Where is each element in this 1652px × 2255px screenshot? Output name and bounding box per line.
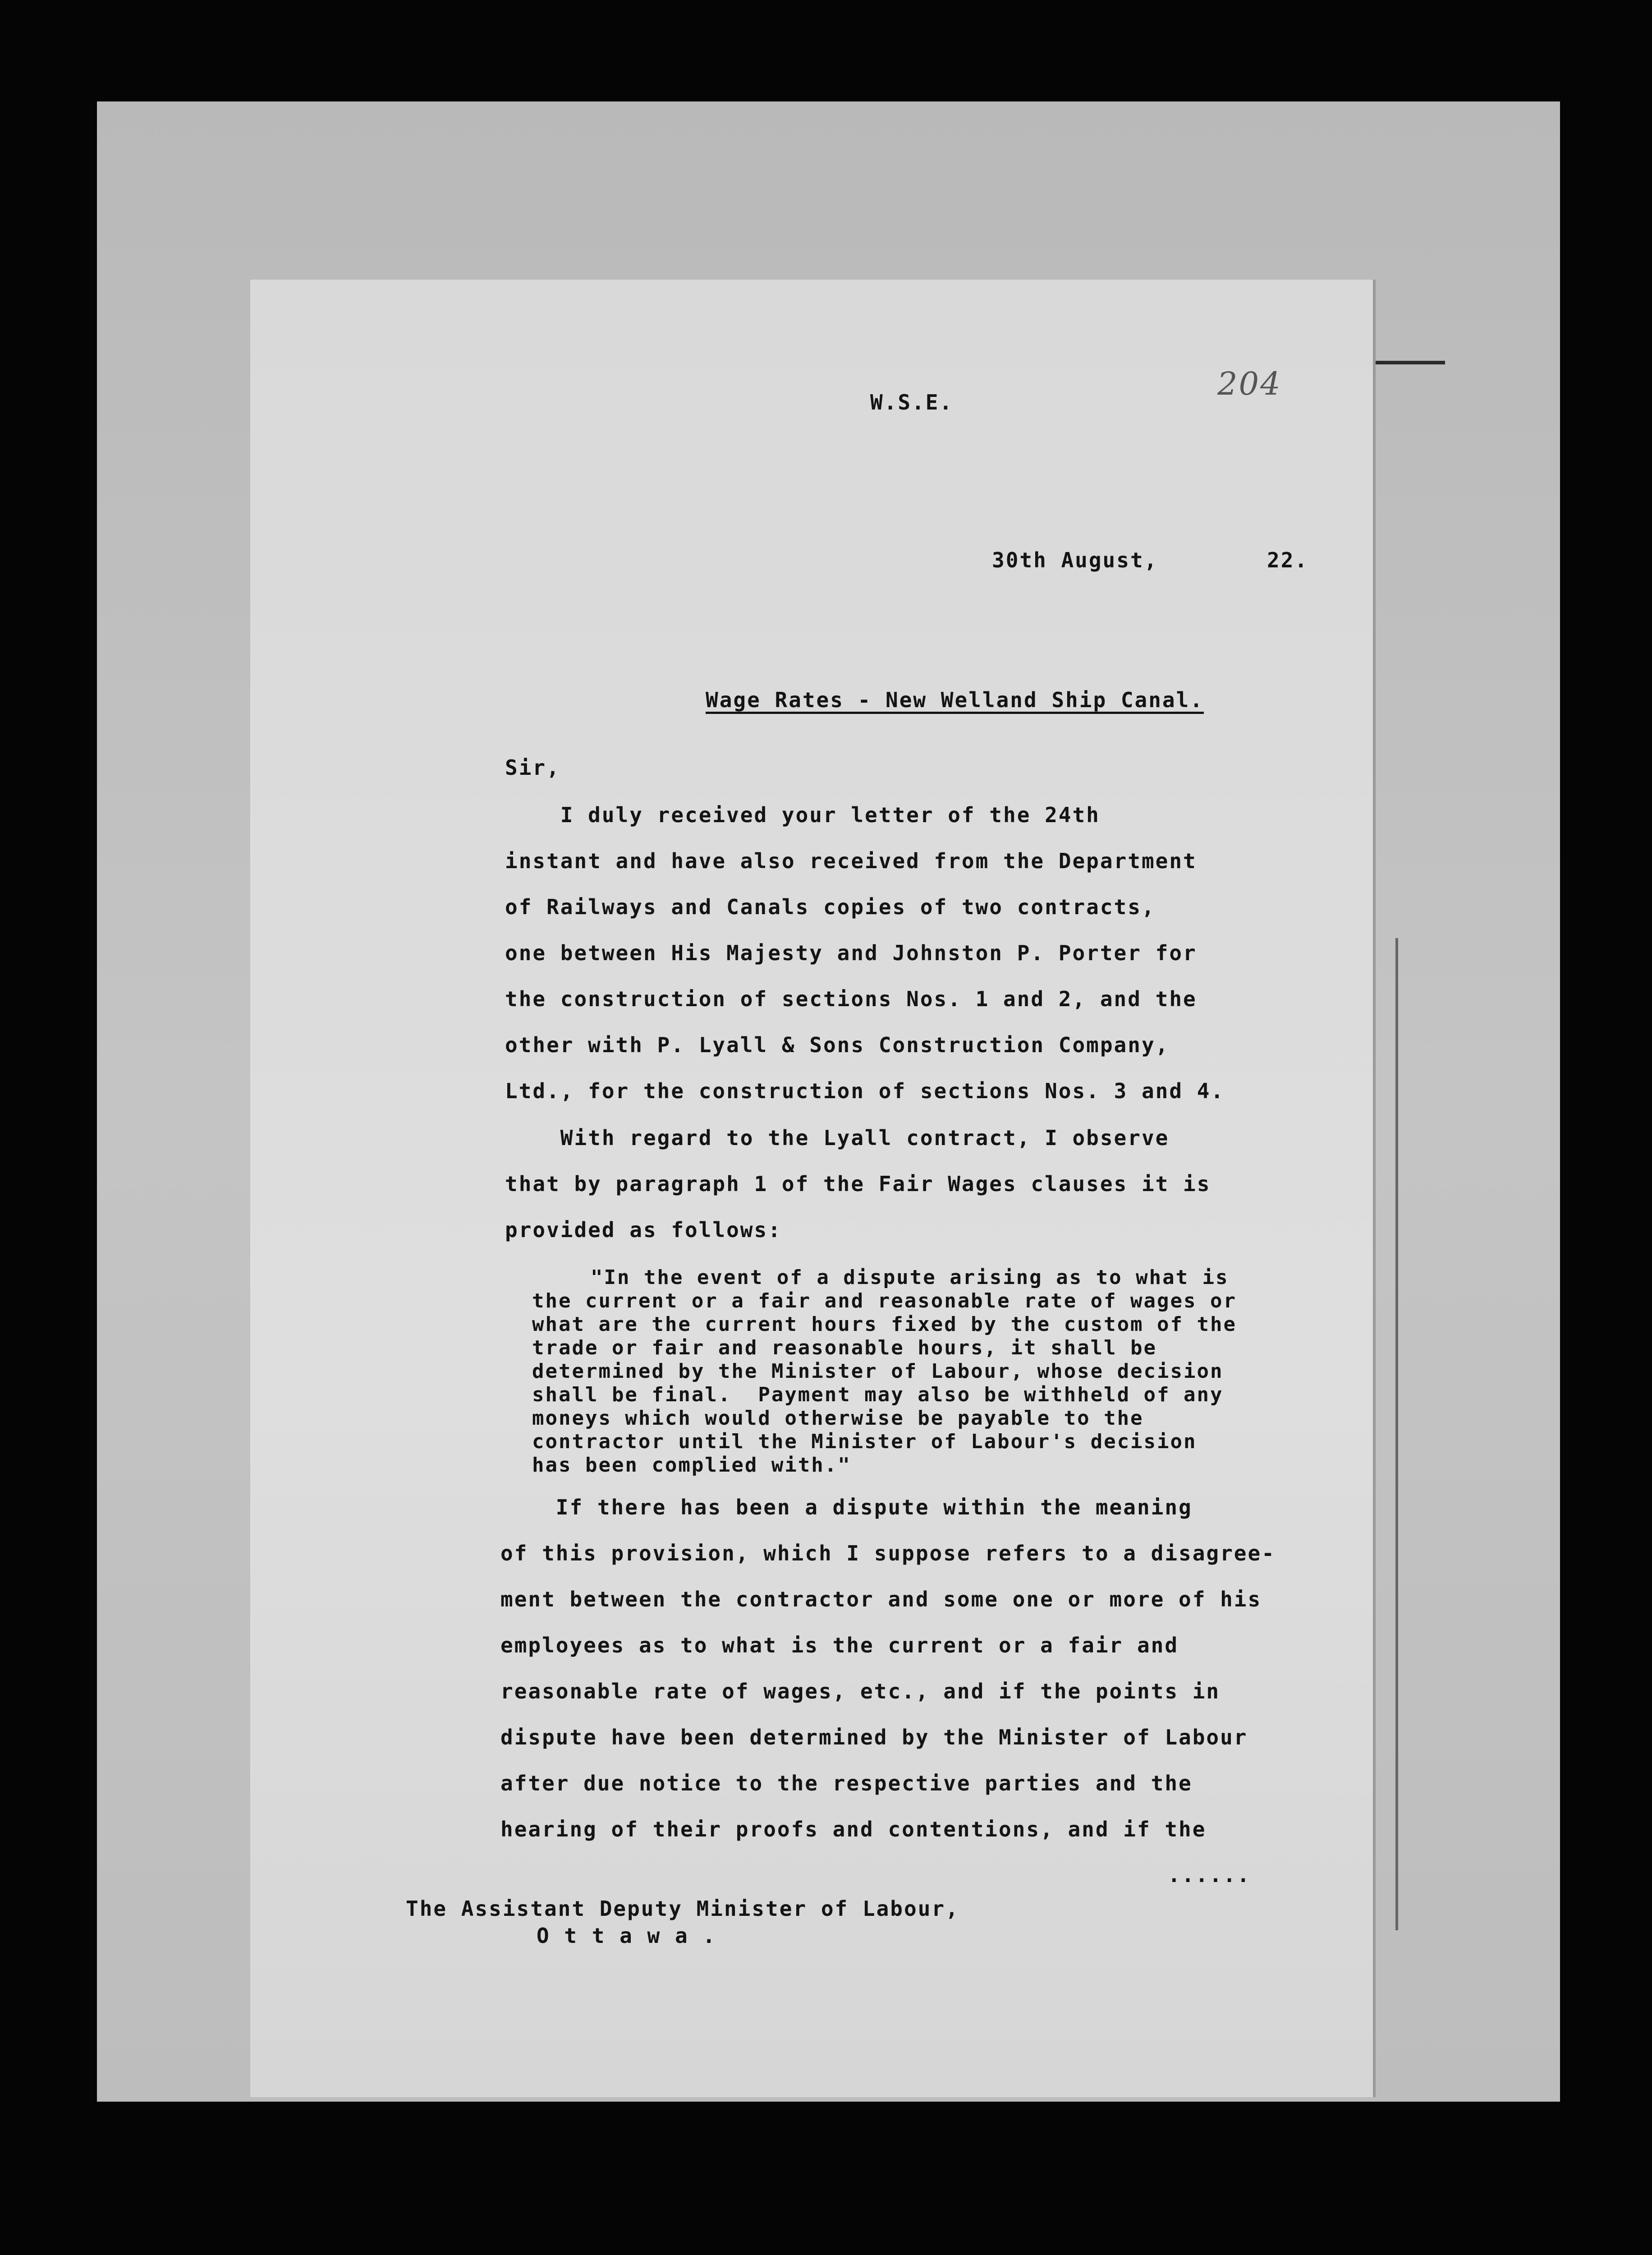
quote-line: shall be final. Payment may also be withheld of any bbox=[532, 1383, 1224, 1406]
paragraph-3-line: ment between the contractor and some one or more of his bbox=[500, 1587, 1262, 1611]
quote-line: determined by the Minister of Labour, whose decision bbox=[532, 1360, 1224, 1383]
paragraph-3-line: of this provision, which I suppose refers to a disagree- bbox=[500, 1541, 1276, 1565]
quote-line: what are the current hours fixed by the custom of the bbox=[532, 1313, 1237, 1336]
letter-title: Wage Rates - New Welland Ship Canal. bbox=[706, 688, 1204, 712]
letter-date: 30th August, bbox=[992, 548, 1158, 572]
quote-line: contractor until the Minister of Labour's decision bbox=[532, 1430, 1197, 1453]
paragraph-1-line: one between His Majesty and Johnston P. Porter for bbox=[505, 941, 1197, 965]
paragraph-1-line: instant and have also received from the Department bbox=[505, 849, 1197, 873]
paragraph-1-line: I duly received your letter of the 24th bbox=[505, 803, 1100, 827]
paragraph-3-line: after due notice to the respective parties and the bbox=[500, 1771, 1193, 1795]
paragraph-1-line: Ltd., for the construction of sections Nos. 3 and 4. bbox=[505, 1079, 1225, 1103]
paragraph-2-line: that by paragraph 1 of the Fair Wages clauses it is bbox=[505, 1172, 1211, 1196]
paragraph-1-line: of Railways and Canals copies of two contracts, bbox=[505, 895, 1156, 919]
addressee: The Assistant Deputy Minister of Labour, bbox=[406, 1896, 959, 1921]
quote-line: moneys which would otherwise be payable to the bbox=[532, 1407, 1144, 1430]
paragraph-2-line: With regard to the Lyall contract, I observe bbox=[505, 1126, 1170, 1150]
paragraph-3-line: If there has been a dispute within the meaning bbox=[500, 1495, 1193, 1519]
letter-year: 22. bbox=[1267, 548, 1309, 572]
letter-initials: W.S.E. bbox=[870, 390, 954, 414]
continuation-dots: ...... bbox=[1168, 1863, 1251, 1887]
paragraph-1-line: other with P. Lyall & Sons Construction Company, bbox=[505, 1033, 1170, 1057]
quote-line: trade or fair and reasonable hours, it shall be bbox=[532, 1336, 1157, 1359]
paragraph-3-line: dispute have been determined by the Minister of Labour bbox=[500, 1725, 1248, 1749]
letter-salutation: Sir, bbox=[505, 755, 560, 780]
quote-line: has been complied with." bbox=[532, 1454, 851, 1477]
addressee-city: O t t a w a . bbox=[537, 1924, 717, 1948]
paragraph-2-line: provided as follows: bbox=[505, 1218, 782, 1242]
letter-page bbox=[250, 280, 1373, 2097]
quote-line: "In the event of a dispute arising as to what is bbox=[591, 1266, 1229, 1289]
paragraph-1-line: the construction of sections Nos. 1 and 2, and the bbox=[505, 987, 1197, 1011]
quote-line: the current or a fair and reasonable rate of wages or bbox=[532, 1289, 1237, 1312]
page-number: 204 bbox=[1217, 365, 1282, 402]
paragraph-3-line: employees as to what is the current or a fair and bbox=[500, 1633, 1179, 1657]
margin-mark bbox=[1395, 938, 1398, 1930]
paragraph-3-line: hearing of their proofs and contentions, and if the bbox=[500, 1817, 1207, 1841]
paragraph-3-line: reasonable rate of wages, etc., and if the points in bbox=[500, 1679, 1221, 1703]
